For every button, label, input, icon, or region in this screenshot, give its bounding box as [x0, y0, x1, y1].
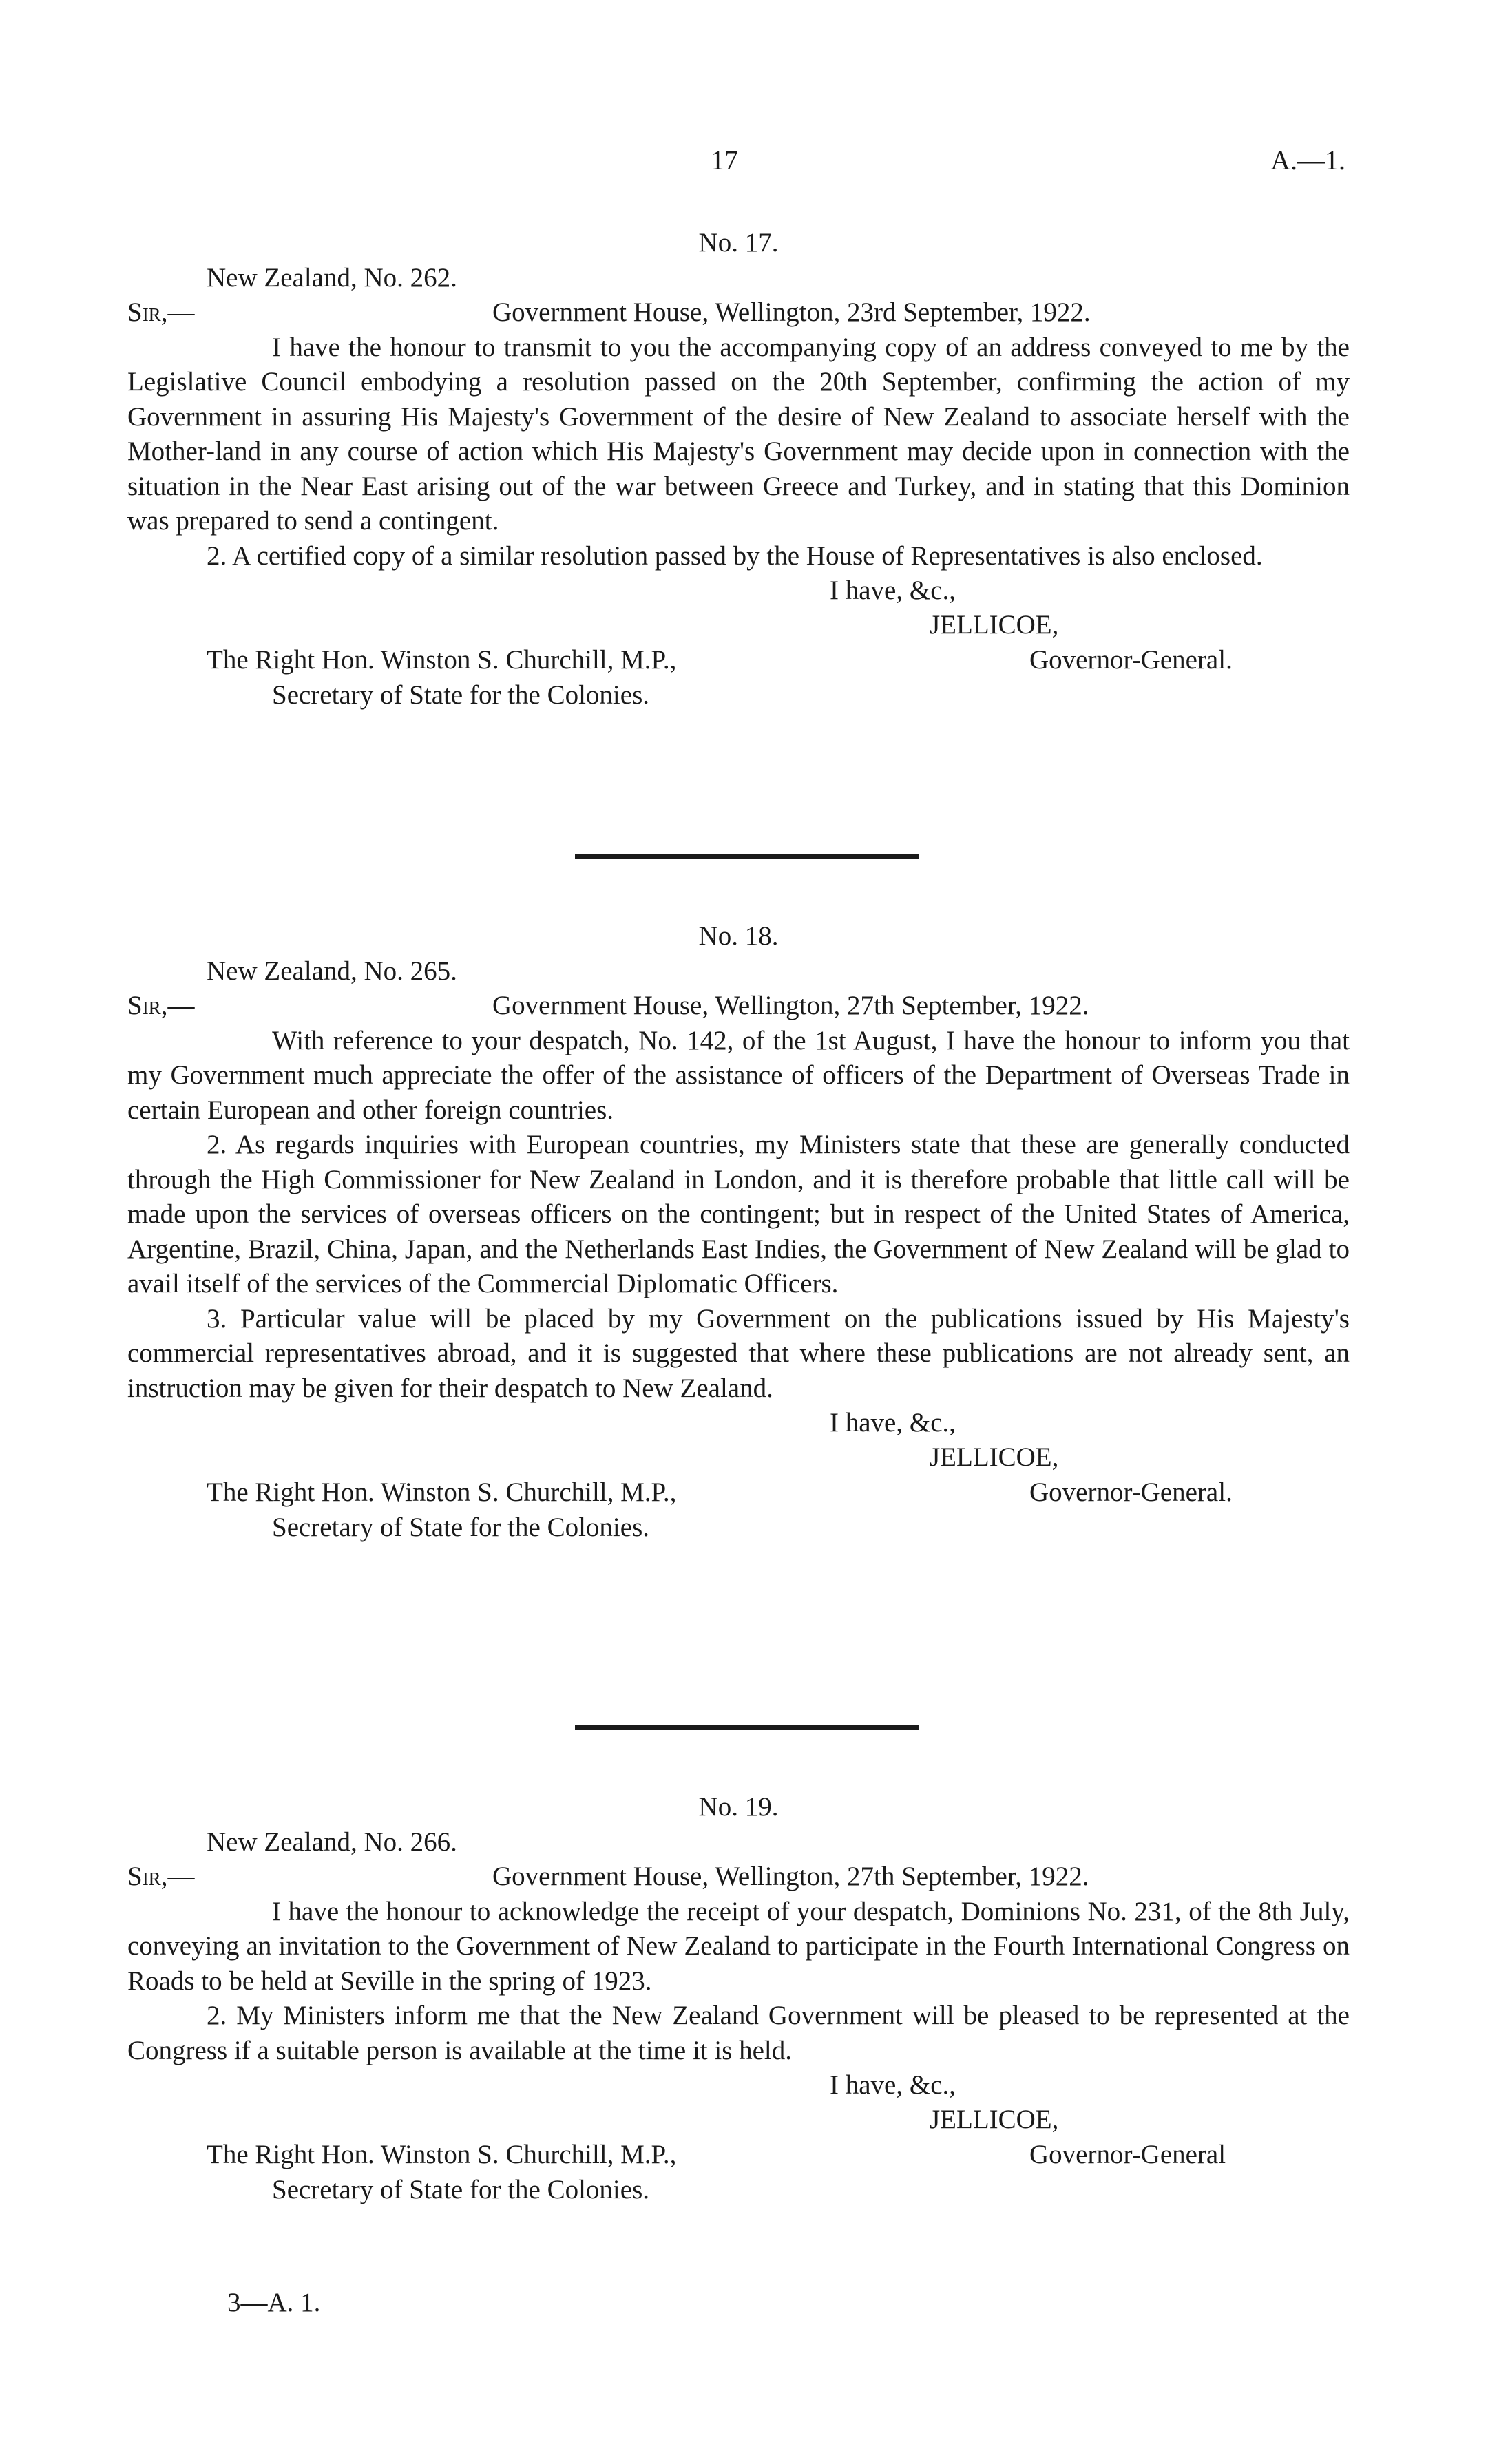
letter-18 [127, 919, 1350, 1546]
addressee: The Right Hon. Winston S. Churchill, M.P., [207, 2140, 677, 2169]
place-date: Government House, Wellington, 23rd September, 1922. [492, 297, 1091, 327]
addressee-title: Secretary of State for the Colonies. [272, 1513, 649, 1542]
signatory: JELLICOE, [930, 2105, 1059, 2134]
signature-mark: 3—A. 1. [227, 2288, 321, 2317]
signatory-title: Governor-General. [1029, 1477, 1233, 1507]
closing: I have, &c., [830, 2070, 956, 2100]
document-reference: A.—1. [1270, 145, 1345, 176]
paragraph: I have the honour to transmit to you the accompanying copy of an address conveyed to me by the Legislative Council embodying a resolution passed on the 20th September, confirming the action of my Government in assuring His Majesty's Government of the desire of New Zealand to associate herself with the Mother-land in any course of action which His Majesty's Government may decide upon in connection with the situation in the Near East arising out of the war between Greece and Turkey, and in stating that this Dominion was prepared to send a contingent. [127, 332, 1350, 536]
signatory: JELLICOE, [930, 610, 1059, 640]
despatch-reference: New Zealand, No. 266. [207, 1826, 457, 1857]
despatch-reference: New Zealand, No. 262. [207, 262, 457, 293]
addressee: The Right Hon. Winston S. Churchill, M.P., [207, 645, 677, 675]
closing: I have, &c., [830, 1408, 956, 1438]
letter-19 [127, 1790, 1350, 2208]
signatory-title: Governor-General [1029, 2140, 1226, 2169]
paragraph: 2. My Ministers inform me that the New Zealand Government will be pleased to be represented at the Congress if a suitable person is available at the time it is held. [127, 2001, 1350, 2065]
section-divider [575, 1725, 919, 1730]
page-header [0, 143, 1488, 185]
salutation: Sir,— [127, 297, 195, 327]
letter-17 [127, 226, 1350, 713]
signatory-title: Governor-General. [1029, 645, 1233, 675]
letter-number: No. 19. [698, 1792, 779, 1822]
signature-block [127, 2068, 1350, 2173]
signature-block [127, 573, 1350, 678]
letter-number: No. 18. [698, 921, 779, 951]
paragraph: I have the honour to acknowledge the receipt of your despatch, Dominions No. 231, of the 8th July, conveying an invitation to the Government of New Zealand to participate in the Fourth International Congress on Roads to be held at Seville in the spring of 1923. [127, 1896, 1350, 1996]
salutation: Sir,— [127, 1862, 195, 1891]
paragraph: 2. A certified copy of a similar resolution passed by the House of Representatives is also enclosed. [207, 540, 1263, 571]
page-number: 17 [711, 145, 738, 176]
salutation: Sir,— [127, 991, 195, 1020]
closing: I have, &c., [830, 576, 956, 605]
paragraph: 3. Particular value will be placed by my Government on the publications issued by His Majesty's commercial representatives abroad, and it is suggested that where these publications are not already sent, an instruction may be given for their despatch to New Zealand. [127, 1303, 1350, 1403]
signature-block [127, 1406, 1350, 1510]
letter-number: No. 17. [698, 228, 779, 257]
place-date: Government House, Wellington, 27th September, 1922. [492, 991, 1089, 1020]
section-divider [575, 854, 919, 859]
addressee: The Right Hon. Winston S. Churchill, M.P., [207, 1477, 677, 1507]
paragraph: With reference to your despatch, No. 142, of the 1st August, I have the honour to inform you that my Government much appreciate the offer of the assistance of officers of the Department of Overseas Trade in certain European and other foreign countries. [127, 1025, 1350, 1125]
addressee-title: Secretary of State for the Colonies. [272, 680, 649, 710]
despatch-reference: New Zealand, No. 265. [207, 956, 457, 986]
place-date: Government House, Wellington, 27th September, 1922. [492, 1862, 1089, 1891]
paragraph: 2. As regards inquiries with European countries, my Ministers state that these are generally conducted through the High Commissioner for New Zealand in London, and it is therefore probable that little call will be made upon the services of overseas officers on the contingent; but in respect of the United States of America, Argentine, Brazil, China, Japan, and the Netherlands East Indies, the Government of New Zealand will be glad to avail itself of the services of the Commercial Diplomatic Officers. [127, 1130, 1350, 1298]
addressee-title: Secretary of State for the Colonies. [272, 2175, 649, 2204]
signatory: JELLICOE, [930, 1442, 1059, 1472]
